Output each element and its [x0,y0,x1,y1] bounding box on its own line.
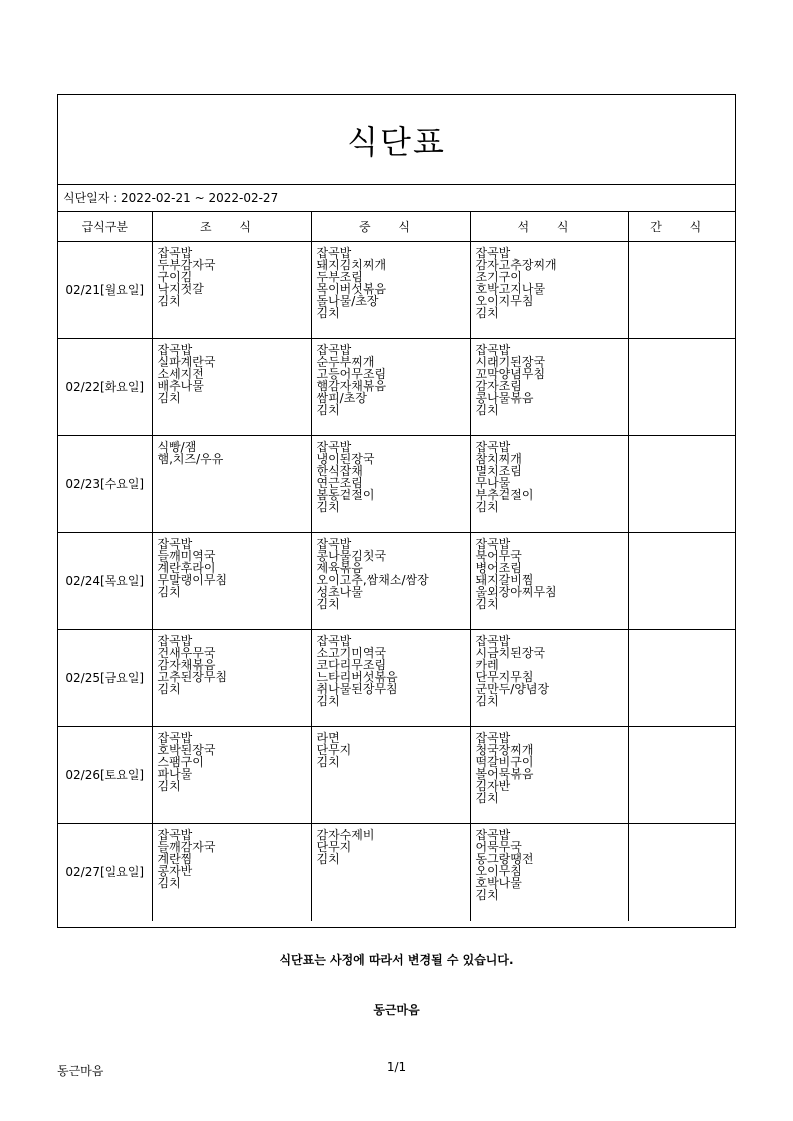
menu-item: 군만두/양념장 [475,682,550,696]
menu-item: 구이김 [157,270,193,284]
menu-item: 청국장찌개 [475,743,534,757]
menu-item: 잡곡밥 [316,246,352,260]
menu-item: 무말랭이무침 [157,573,228,587]
menu-item: 시래기된장국 [475,355,546,369]
breakfast-cell [152,533,311,630]
menu-item: 콩자반 [157,864,193,878]
menu-item: 조기구이 [475,270,522,284]
menu-item: 목이버섯볶음 [316,282,387,296]
menu-item: 햄감자채볶음 [316,379,387,393]
snack-cell [628,630,735,727]
header-snack: 간 식 [628,212,735,242]
menu-item: 잡곡밥 [475,246,511,260]
menu-item: 호박고지나물 [475,282,546,296]
menu-item: 김치 [157,876,181,890]
table-row [58,339,735,436]
footer-organization: 동근마음 [57,1064,104,1078]
menu-item: 병어조림 [475,561,522,575]
menu-item: 잡곡밥 [316,440,352,454]
menu-item: 배추나물 [157,379,204,393]
lunch-cell [311,727,470,824]
menu-item: 김치 [316,306,340,320]
menu-item: 오이무침 [475,864,522,878]
menu-item: 소세지전 [157,367,204,381]
menu-item: 잡곡밥 [157,634,193,648]
breakfast-cell [152,242,311,339]
menu-item: 단무지무침 [475,670,534,684]
header-breakfast: 조 식 [152,212,311,242]
menu-item: 감자채볶음 [157,658,216,672]
menu-item: 잡곡밥 [316,634,352,648]
menu-item: 고등어무조림 [316,367,387,381]
menu-item: 단무지 [316,743,352,757]
menu-item: 콩나물김칫국 [316,549,387,563]
menu-item: 잡곡밥 [475,440,511,454]
menu-item: 동그랑땡전 [475,852,534,866]
menu-item: 감자조림 [475,379,522,393]
menu-item: 김치 [475,403,499,417]
menu-item: 김치 [316,597,340,611]
menu-item: 김치 [475,888,499,902]
menu-item: 잡곡밥 [475,828,511,842]
dinner-cell [470,339,628,436]
menu-item: 소고기미역국 [316,646,387,660]
menu-item: 잡곡밥 [475,731,511,745]
menu-item: 쌈피/초장 [316,391,367,405]
page-number: 1/1 [386,1060,407,1074]
lunch-cell [311,533,470,630]
menu-item: 성초나물 [316,585,363,599]
menu-item: 오이고추,쌈채소/쌈장 [316,573,429,587]
snack-cell [628,824,735,921]
menu-item: 코다리무조림 [316,658,387,672]
menu-item: 봄동겉절이 [316,488,375,502]
menu-item: 김치 [157,779,181,793]
dinner-cell [470,727,628,824]
menu-item: 한식잡채 [316,464,363,478]
menu-item: 볼어묵볶음 [475,767,534,781]
table-header-row [58,212,735,242]
menu-item: 제육볶음 [316,561,363,575]
menu-item: 잡곡밥 [475,537,511,551]
menu-document [57,94,736,928]
menu-item: 돼지김치찌개 [316,258,387,272]
menu-item: 김치 [316,755,340,769]
menu-item: 연근조림 [316,476,363,490]
menu-item: 계란찜 [157,852,193,866]
menu-item: 무나물 [475,476,511,490]
lunch-cell [311,242,470,339]
table-row [58,242,735,339]
table-row [58,727,735,824]
menu-item: 건새우무국 [157,646,216,660]
day-date: 02/22[화요일] [58,339,152,436]
menu-item: 김치 [157,294,181,308]
breakfast-cell [152,824,311,921]
table-row [58,824,735,921]
menu-item: 잡곡밥 [157,731,193,745]
dinner-cell [470,630,628,727]
menu-item: 김치 [316,852,340,866]
menu-item: 김치 [316,403,340,417]
menu-item: 파나물 [157,767,193,781]
menu-item: 잡곡밥 [316,537,352,551]
menu-item: 돼지갈비찜 [475,573,534,587]
menu-item: 호박나물 [475,876,522,890]
dinner-cell [470,436,628,533]
breakfast-cell [152,630,311,727]
menu-item: 낙지젓갈 [157,282,204,296]
table-row [58,436,735,533]
menu-item: 단무지 [316,840,352,854]
header-category: 급식구분 [58,212,152,242]
menu-item: 김치 [475,597,499,611]
menu-item: 햄,치즈/우유 [157,452,224,466]
menu-item: 계란후라이 [157,561,216,575]
organization-name: 동근마음 [373,1003,420,1017]
breakfast-cell [152,727,311,824]
breakfast-cell [152,339,311,436]
menu-item: 떡갈비구이 [475,755,534,769]
snack-cell [628,436,735,533]
menu-item: 김치 [475,500,499,514]
menu-table [58,212,735,921]
menu-item: 순두부찌개 [316,355,375,369]
menu-item: 어묵무국 [475,840,522,854]
menu-item: 식빵/잼 [157,440,197,454]
table-row [58,533,735,630]
menu-item: 참치찌개 [475,452,522,466]
menu-item: 김치 [316,694,340,708]
menu-item: 울외장아찌무침 [475,585,557,599]
menu-item: 콩나물볶음 [475,391,534,405]
menu-item: 감자고추장찌개 [475,258,557,272]
menu-item: 김치 [475,694,499,708]
snack-cell [628,533,735,630]
menu-item: 잡곡밥 [157,828,193,842]
menu-item: 꼬막양념무침 [475,367,546,381]
menu-item: 잡곡밥 [316,343,352,357]
table-row [58,630,735,727]
menu-item: 김치 [475,791,499,805]
day-date: 02/23[수요일] [58,436,152,533]
day-date: 02/21[월요일] [58,242,152,339]
lunch-cell [311,436,470,533]
menu-item: 들깨감자국 [157,840,216,854]
menu-item: 고추된장무침 [157,670,228,684]
meal-period: 식단일자 : 2022-02-21 ~ 2022-02-27 [58,185,735,212]
menu-item: 북어무국 [475,549,522,563]
menu-item: 호박된장국 [157,743,216,757]
menu-item: 감자수제비 [316,828,375,842]
menu-item: 오이지무침 [475,294,534,308]
menu-item: 시금치된장국 [475,646,546,660]
header-lunch: 중 식 [311,212,470,242]
menu-item: 들깨미역국 [157,549,216,563]
menu-item: 카레 [475,658,499,672]
menu-item: 김치 [157,391,181,405]
menu-item: 두부조림 [316,270,363,284]
menu-item: 잡곡밥 [157,246,193,260]
dinner-cell [470,533,628,630]
menu-item: 잡곡밥 [475,343,511,357]
page-title: 식단표 [58,95,735,185]
menu-item: 부추겉절이 [475,488,534,502]
menu-item: 잡곡밥 [157,537,193,551]
menu-item: 김치 [157,682,181,696]
menu-item: 김치 [157,585,181,599]
dinner-cell [470,824,628,921]
menu-item: 두부감자국 [157,258,216,272]
menu-item: 돌나물/초장 [316,294,379,308]
lunch-cell [311,824,470,921]
menu-item: 스팸구이 [157,755,204,769]
snack-cell [628,727,735,824]
menu-item: 김자반 [475,779,511,793]
breakfast-cell [152,436,311,533]
menu-item: 잡곡밥 [475,634,511,648]
change-notice: 식단표는 사정에 따라서 변경될 수 있습니다. [279,953,514,967]
lunch-cell [311,630,470,727]
menu-item: 김치 [475,306,499,320]
day-date: 02/26[토요일] [58,727,152,824]
day-date: 02/27[일요일] [58,824,152,921]
menu-item: 멸치조림 [475,464,522,478]
menu-item: 라면 [316,731,340,745]
header-dinner: 석 식 [470,212,628,242]
day-date: 02/25[금요일] [58,630,152,727]
snack-cell [628,242,735,339]
day-date: 02/24[목요일] [58,533,152,630]
menu-item: 실파계란국 [157,355,216,369]
snack-cell [628,339,735,436]
menu-item: 김치 [316,500,340,514]
menu-item: 느타리버섯볶음 [316,670,398,684]
menu-item: 냉이된장국 [316,452,375,466]
menu-item: 잡곡밥 [157,343,193,357]
lunch-cell [311,339,470,436]
dinner-cell [470,242,628,339]
menu-item: 취나물된장무침 [316,682,398,696]
